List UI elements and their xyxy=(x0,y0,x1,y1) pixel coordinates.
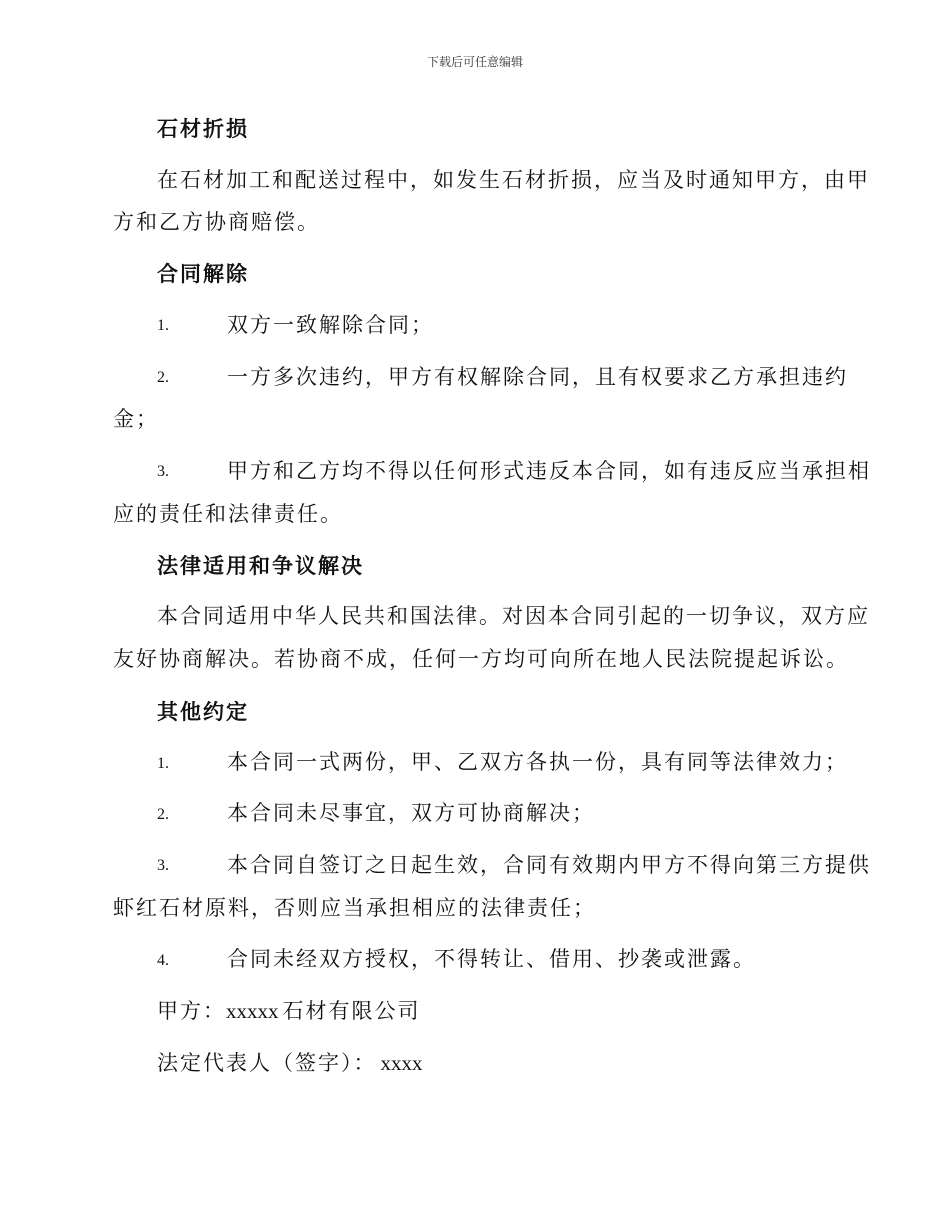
termination-item-1-number: 1. xyxy=(157,317,169,334)
party-a-value: xxxxx xyxy=(226,999,279,1023)
termination-item-2-number: 2. xyxy=(157,369,169,386)
other-item-4-number: 4. xyxy=(157,952,169,969)
termination-item-1-text: 双方一致解除合同； xyxy=(227,313,434,337)
termination-item-3-text-cont: 应的责任和法律责任。 xyxy=(113,502,343,526)
termination-item-2-text: 一方多次违约，甲方有权解除合同，且有权要求乙方承担违约 xyxy=(227,365,848,389)
other-item-2-number: 2. xyxy=(157,806,169,823)
other-item-3-number: 3. xyxy=(157,857,169,874)
page-header: 下载后可任意编辑 xyxy=(426,55,523,69)
termination-item-2-text-cont: 金； xyxy=(113,407,159,431)
party-a-label: 甲方： xyxy=(157,999,226,1023)
other-item-3-text: 本合同自签订之日起生效，合同有效期内甲方不得向第三方提供 xyxy=(227,853,871,877)
other-item-2-text: 本合同未尽事宜，双方可协商解决； xyxy=(227,801,595,825)
breakage-paragraph-line1: 在石材加工和配送过程中，如发生石材折损，应当及时通知甲方，由甲 xyxy=(157,168,870,192)
other-item-3-text-cont: 虾红石材原料，否则应当承担相应的法律责任； xyxy=(113,896,596,920)
party-a-suffix: 石材有限公司 xyxy=(282,999,421,1023)
termination-item-3-number: 3. xyxy=(157,463,169,480)
law-paragraph-line2: 友好协商解决。若协商不成，任何一方均可向所在地人民法院提起诉讼。 xyxy=(113,647,849,671)
other-item-1-text: 本合同一式两份，甲、乙双方各执一份，具有同等法律效力； xyxy=(227,750,848,774)
other-item-4-text: 合同未经双方授权，不得转让、借用、抄袭或泄露。 xyxy=(227,947,756,971)
party-a-line xyxy=(157,1001,421,1022)
other-item-1-number: 1. xyxy=(157,755,169,772)
law-paragraph-line1: 本合同适用中华人民共和国法律。对因本合同引起的一切争议，双方应 xyxy=(157,604,870,628)
legal-rep-label: 法定代表人（签字）： xyxy=(157,1051,377,1075)
section-title-other: 其他约定 xyxy=(157,699,249,724)
legal-rep-line xyxy=(157,1053,423,1074)
termination-item-3-text: 甲方和乙方均不得以任何形式违反本合同，如有违反应当承担相 xyxy=(227,459,871,483)
breakage-paragraph-line2: 方和乙方协商赔偿。 xyxy=(113,210,320,234)
legal-rep-value: xxxx xyxy=(380,1051,423,1075)
section-title-termination: 合同解除 xyxy=(157,261,249,286)
section-title-law: 法律适用和争议解决 xyxy=(157,553,364,578)
section-title-breakage: 石材折损 xyxy=(157,116,249,141)
